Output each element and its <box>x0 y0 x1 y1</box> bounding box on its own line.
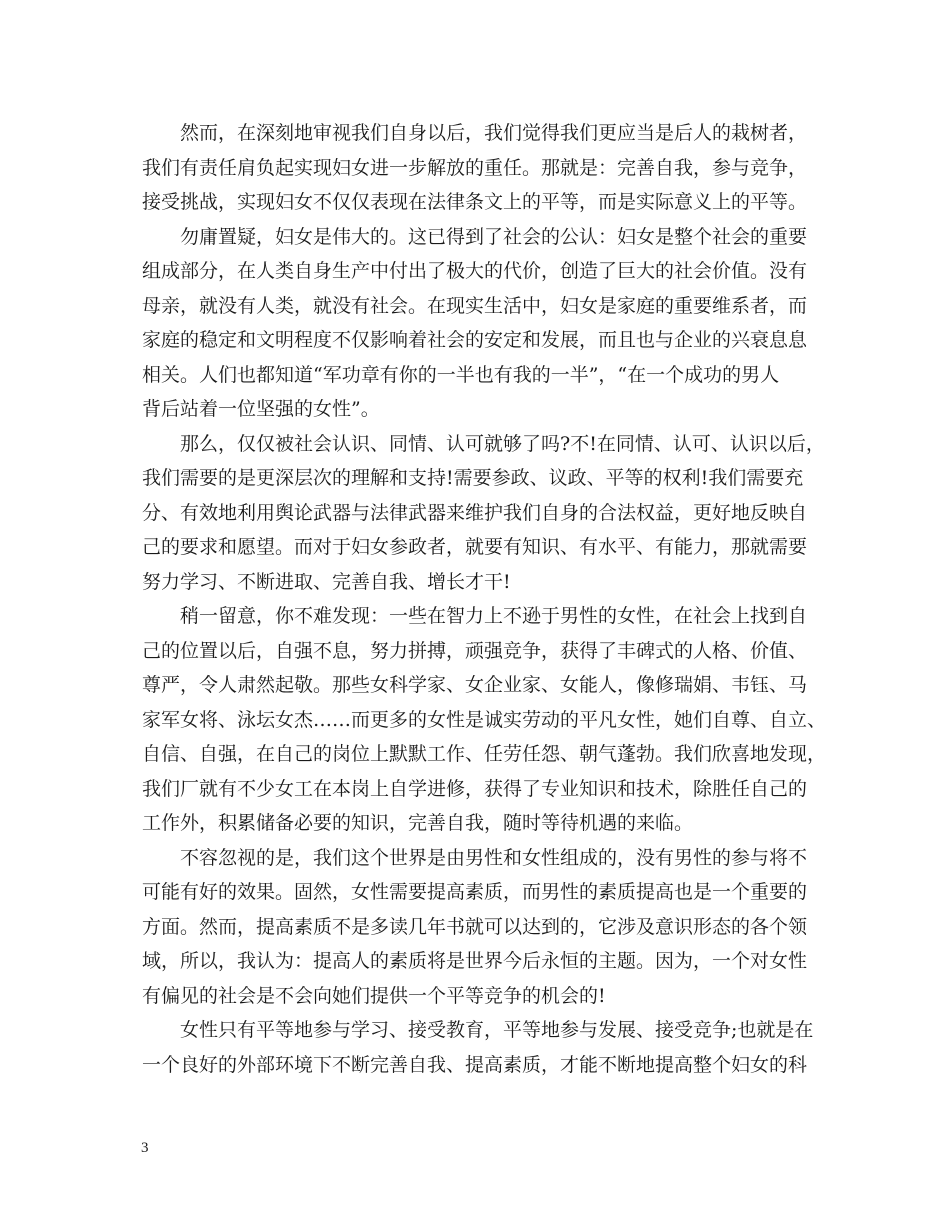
text-line: 我们有责任肩负起实现妇女进一步解放的重任。那就是：完善自我，参与竞争， <box>142 157 808 179</box>
text-line: 家军女将、泳坛女杰……而更多的女性是诚实劳动的平凡女性，她们自尊、自立、 <box>142 709 827 731</box>
text-line: 不容忽视的是，我们这个世界是由男性和女性组成的，没有男性的参与将不 <box>180 847 808 869</box>
text-line: 域，所以，我认为：提高人的素质将是世界今后永恒的主题。因为，一个对女性 <box>142 950 808 972</box>
text-line: 努力学习、不断进取、完善自我、增长才干! <box>142 571 511 593</box>
text-line: 组成部分，在人类自身生产中付出了极大的代价，创造了巨大的社会价值。没有 <box>142 260 808 282</box>
text-line: 己的要求和愿望。而对于妇女参政者，就要有知识、有水平、有能力，那就需要 <box>142 536 808 558</box>
text-line: 尊严，令人肃然起敬。那些女科学家、女企业家、女能人，像修瑞娟、韦钰、马 <box>142 674 808 696</box>
text-line: 可能有好的效果。固然，女性需要提高素质，而男性的素质提高也是一个重要的 <box>142 881 808 903</box>
text-line: 方面。然而，提高素质不是多读几年书就可以达到的，它涉及意识形态的各个领 <box>142 916 808 938</box>
text-line: 相关。人们也都知道“军功章有你的一半也有我的一半”，“在一个成功的男人 <box>142 364 780 386</box>
text-line: 母亲，就没有人类，就没有社会。在现实生活中，妇女是家庭的重要维系者，而 <box>142 295 808 317</box>
text-line: 然而，在深刻地审视我们自身以后，我们觉得我们更应当是后人的栽树者， <box>180 122 808 144</box>
text-line: 那么，仅仅被社会认识、同情、认可就够了吗?不!在同情、认可、认识以后， <box>180 433 825 455</box>
text-line: 分、有效地利用舆论武器与法律武器来维护我们自身的合法权益，更好地反映自 <box>142 502 808 524</box>
text-line: 自信、自强，在自己的岗位上默默工作、任劳任怨、朝气蓬勃。我们欣喜地发现， <box>142 743 827 765</box>
text-line: 女性只有平等地参与学习、接受教育，平等地参与发展、接受竞争;也就是在 <box>180 1019 814 1041</box>
text-line: 有偏见的社会是不会向她们提供一个平等竞争的机会的! <box>142 985 606 1007</box>
text-line: 我们需要的是更深层次的理解和支持!需要参政、议政、平等的权利!我们需要充 <box>142 467 804 489</box>
text-line: 己的位置以后，自强不息，努力拼搏，顽强竞争，获得了丰碑式的人格、价值、 <box>142 640 808 662</box>
page-number: 3 <box>141 1140 149 1156</box>
text-line: 背后站着一位坚强的女性”。 <box>142 398 380 420</box>
text-line: 勿庸置疑，妇女是伟大的。这已得到了社会的公认：妇女是整个社会的重要 <box>180 226 808 248</box>
text-line: 一个良好的外部环境下不断完善自我、提高素质，才能不断地提高整个妇女的科 <box>142 1054 808 1076</box>
text-line: 接受挑战，实现妇女不仅仅表现在法律条文上的平等，而是实际意义上的平等。 <box>142 191 808 213</box>
text-line: 稍一留意，你不难发现：一些在智力上不逊于男性的女性，在社会上找到自 <box>180 605 808 627</box>
text-line: 家庭的稳定和文明程度不仅影响着社会的安定和发展，而且也与企业的兴衰息息 <box>142 329 808 351</box>
text-line: 我们厂就有不少女工在本岗上自学进修，获得了专业知识和技术，除胜任自己的 <box>142 778 808 800</box>
text-line: 工作外，积累储备必要的知识，完善自我，随时等待机遇的来临。 <box>142 812 694 834</box>
